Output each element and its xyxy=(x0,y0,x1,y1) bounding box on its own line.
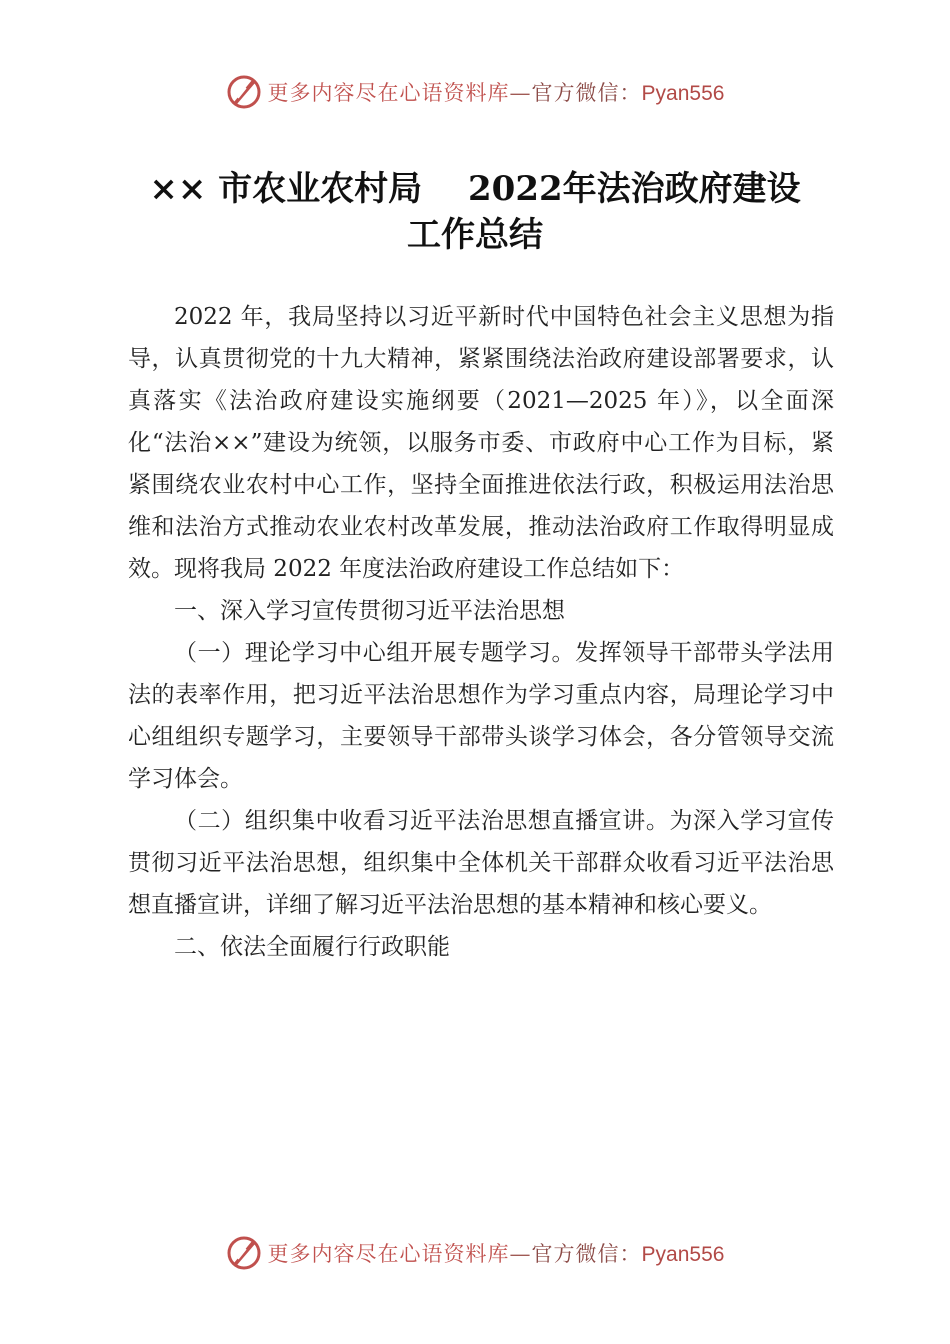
quill-circle-logo-icon xyxy=(226,74,262,110)
heading-section-1: 一、深入学习宣传贯彻习近平法治思想 xyxy=(174,598,565,624)
paragraph-intro: 2022 年，我局坚持以习近平新时代中国特色社会主义思想为指导，认真贯彻党的十九大精神，紧紧围绕法治政府建设部署要求，认真落实《法治政府建设实施纲要（2021—2025 年）》，以全面深化“法治××”建设为统领，以服务市委、市政府中心工作为目标，紧紧围绕农业农村中心工作，坚持全面推进依法行政，积极运用法治思维和法治方式推动农业农村改革发展，推动法治政府工作取得明显成效。现将我局 2022 年度法治政府建设工作总结如下： xyxy=(128,304,834,582)
footer-banner-text xyxy=(268,1238,725,1268)
quill-circle-logo-icon xyxy=(226,1235,262,1271)
footer-banner xyxy=(0,1233,950,1273)
footer-banner-wechat: 官方微信： xyxy=(531,1242,642,1266)
header-banner-sep: — xyxy=(509,81,532,105)
header-banner-text xyxy=(268,77,725,107)
title-line-2: 工作总结 xyxy=(407,215,543,255)
header-banner-main: 更多内容尽在心语资料库 xyxy=(267,81,510,105)
heading-section-2: 二、依法全面履行行政职能 xyxy=(174,934,450,960)
footer-banner-sep: — xyxy=(509,1242,532,1266)
header-banner-wechat: 官方微信： xyxy=(531,81,642,105)
footer-banner-id: Pyan556 xyxy=(641,1243,725,1266)
document-body xyxy=(128,296,834,968)
footer-banner-main: 更多内容尽在心语资料库 xyxy=(267,1242,510,1266)
document-title xyxy=(0,166,950,258)
header-banner-id: Pyan556 xyxy=(641,82,725,105)
title-line-1: ×× 市农业农村局 2022年法治政府建设 xyxy=(149,169,801,209)
paragraph-1-2: （二）组织集中收看习近平法治思想直播宣讲。为深入学习宣传贯彻习近平法治思想，组织集中全体机关干部群众收看习近平法治思想直播宣讲，详细了解习近平法治思想的基本精神和核心要义。 xyxy=(128,808,834,918)
paragraph-1-1: （一）理论学习中心组开展专题学习。发挥领导干部带头学法用法的表率作用，把习近平法治思想作为学习重点内容，局理论学习中心组组织专题学习，主要领导干部带头谈学习体会，各分管领导交流学习体会。 xyxy=(128,640,834,792)
header-banner xyxy=(0,72,950,112)
